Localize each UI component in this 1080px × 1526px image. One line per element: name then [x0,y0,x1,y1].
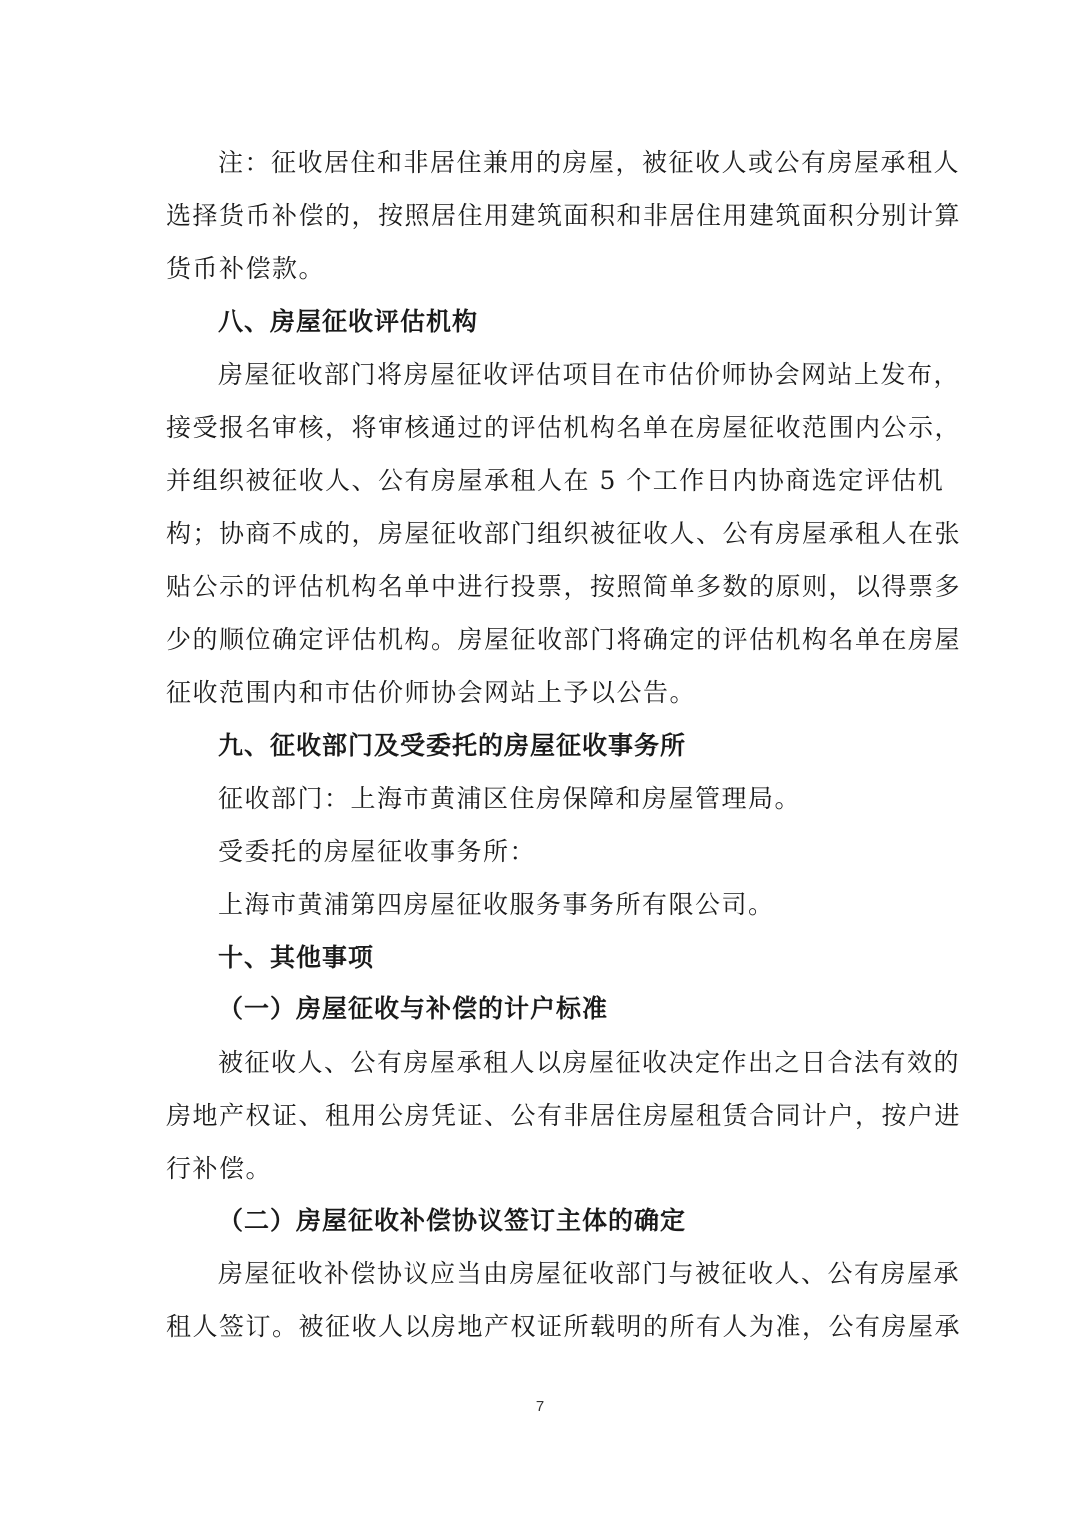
section-9-line-1: 征收部门：上海市黄浦区住房保障和房屋管理局。 [218,784,802,813]
section-9-line-3: 上海市黄浦第四房屋征收服务事务所有限公司。 [218,890,775,919]
section-8-line-3: 并组织被征收人、公有房屋承租人在 5 个工作日内协商选定评估机 [166,466,945,495]
section-10-sub-2-line-2: 租人签订。被征收人以房地产权证所载明的所有人为准，公有房屋承 [166,1312,962,1341]
section-8-line-2: 接受报名审核，将审核通过的评估机构名单在房屋征收范围内公示， [166,413,962,442]
section-8-line-6: 少的顺位确定评估机构。房屋征收部门将确定的评估机构名单在房屋 [166,625,962,654]
section-10-sub-1-line-2: 房地产权证、租用公房凭证、公有非居住房屋租赁合同计户，按户进 [166,1101,962,1130]
section-10-sub-2-line-1: 房屋征收补偿协议应当由房屋征收部门与被征收人、公有房屋承 [218,1259,961,1288]
section-9-heading: 九、征收部门及受委托的房屋征收事务所 [218,731,687,760]
section-8-line-7: 征收范围内和市估价师协会网站上予以公告。 [166,678,697,707]
section-8-line-4: 构；协商不成的，房屋征收部门组织被征收人、公有房屋承租人在张 [166,519,962,548]
note-line-3: 货币补偿款。 [166,254,326,283]
page-number: 7 [535,1398,545,1415]
section-10-heading: 十、其他事项 [218,943,375,972]
section-10-sub-1-line-1: 被征收人、公有房屋承租人以房屋征收决定作出之日合法有效的 [218,1048,961,1077]
note-line-2: 选择货币补偿的，按照居住用建筑面积和非居住用建筑面积分别计算 [166,201,962,230]
section-9-line-2: 受委托的房屋征收事务所： [218,837,537,866]
section-8-heading: 八、房屋征收评估机构 [218,307,479,336]
section-8-line-1: 房屋征收部门将房屋征收评估项目在市估价师协会网站上发布， [218,360,961,389]
note-line-1: 注：征收居住和非居住兼用的房屋，被征收人或公有房屋承租人 [218,148,961,177]
section-8-line-5: 贴公示的评估机构名单中进行投票，按照简单多数的原则，以得票多 [166,572,962,601]
section-10-sub-1-heading: （一）房屋征收与补偿的计户标准 [218,994,609,1023]
section-10-sub-1-line-3: 行补偿。 [166,1154,273,1183]
section-10-sub-2-heading: （二）房屋征收补偿协议签订主体的确定 [218,1206,687,1235]
